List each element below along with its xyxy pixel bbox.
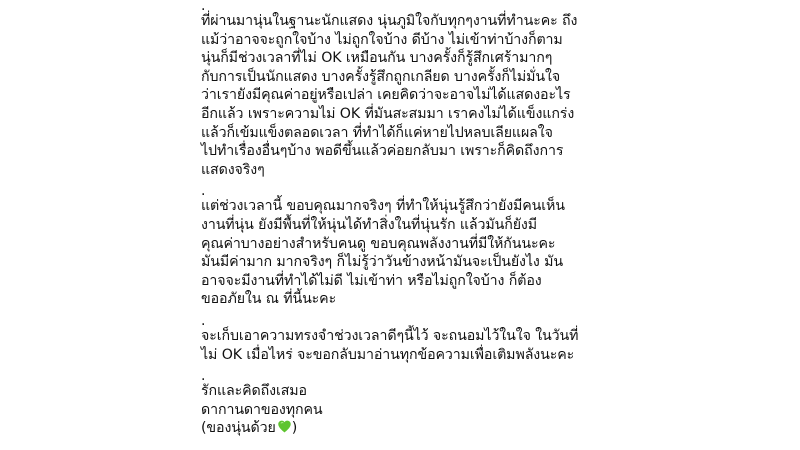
text-line: อีกแล้ว เพราะความไม่ OK ที่มันสะสมมา เราคงไม่ได้แข็งแกร่ง (201, 105, 575, 122)
paragraph-2 (201, 197, 621, 309)
text-line: แล้วก็เข้มแข็งตลอดเวลา ที่ทำได้ก็แค่หายไปหลบเลียแผลใจ (201, 124, 553, 141)
text-line: นุ่นก็มีช่วงเวลาที่ไม่ OK เหมือนกัน บางครั้งก็รู้สึกเศร้ามากๆ (201, 50, 553, 67)
signature-name: ดากานดาของทุกคน (201, 401, 323, 418)
separator-dot: . (201, 368, 206, 385)
post-body (201, 0, 621, 438)
paragraph-1 (201, 12, 621, 179)
text-line: แต่ช่วงเวลานี้ ขอบคุณมากจริงๆ ที่ทำให้นุ่นรู้สึกว่ายังมีคนเห็น (201, 198, 565, 215)
closing-paren: ) (291, 420, 298, 437)
text-line: งานที่นุ่น ยังมีพื้นที่ให้นุ่นได้ทำสิ่งในที่นุ่นรัก แล้วมันก็ยังมี (201, 216, 538, 233)
separator-dot: . (201, 183, 206, 200)
text-line: ไม่ OK เมื่อไหร่ จะขอกลับมาอ่านทุกข้อความเพื่อเติมพลังนะคะ (201, 346, 575, 363)
text-line: กับการเป็นนักแสดง บางครั้งรู้สึกถูกเกลียด บางครั้งก็ไม่มั่นใจ (201, 68, 561, 85)
text-line: ว่าเรายังมีคุณค่าอยู่หรือเปล่า เคยคิดว่าจะอาจไม่ได้แสดงอะไร (201, 87, 571, 104)
text-line: มันมีค่ามาก มากจริงๆ ก็ไม่รู้ว่าวันข้างหน้ามันจะเป็นยังไง มัน (201, 254, 563, 271)
text-line: จะเก็บเอาความทรงจำช่วงเวลาดีๆนี้ไว้ จะถนอมไว้ในใจ ในวันที่ (201, 327, 579, 344)
closing-line (201, 419, 621, 438)
text-line: ขออภัยใน ณ ที่นี้นะคะ (201, 291, 337, 308)
separator-dot: . (201, 0, 206, 14)
text-line: แสดงจริงๆ (201, 161, 265, 178)
separator-dot: . (201, 312, 206, 329)
text-line: อาจจะมีงานที่ทำได้ไม่ดี ไม่เข้าท่า หรือไม่ถูกใจบ้าง ก็ต้อง (201, 272, 542, 289)
paragraph-3 (201, 327, 621, 364)
closing-text: (ของนุ่นด้วย (201, 420, 276, 437)
text-line: แม้ว่าอาจจะถูกใจบ้าง ไม่ถูกใจบ้าง ดีบ้าง ไม่เข้าท่าบ้างก็ตาม (201, 31, 563, 48)
text-line: คุณค่าบางอย่างสำหรับคนดู ขอบคุณพลังงานที่มีให้กันนะคะ (201, 235, 556, 252)
text-line: ที่ผ่านมานุ่นในฐานะนักแสดง นุ่นภูมิใจกับทุกๆงานที่ทำนะคะ ถึง (201, 13, 578, 29)
signoff-line: รักและคิดถึงเสมอ (201, 383, 307, 400)
text-line: ไปทำเรื่องอื่นๆบ้าง พอดีขึ้นแล้วค่อยกลับมา เพราะก็คิดถึงการ (201, 143, 564, 160)
signature-block (201, 382, 621, 438)
green-heart-icon (277, 419, 292, 434)
